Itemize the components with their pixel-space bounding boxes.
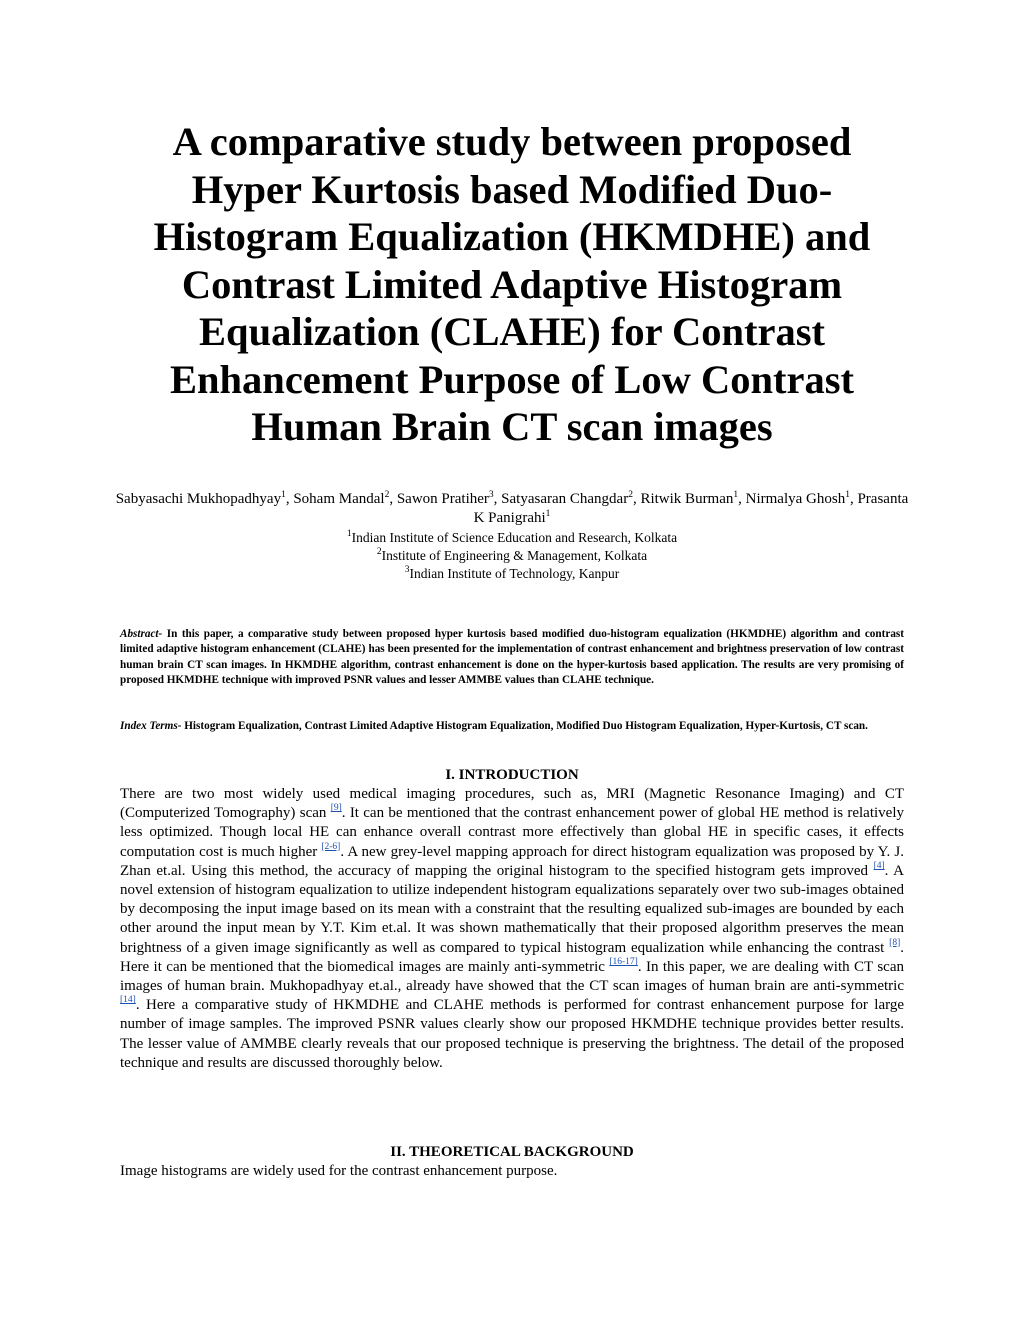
affiliation-number: 1	[346, 529, 352, 539]
author-name: Nirmalya Ghosh	[745, 491, 846, 507]
body-text: . A new grey-level mapping approach for direct histogram equalization was proposed by Y. J. Zhan et.al. Using this method, the accuracy of mapping the original histogram to the specified histogram gets improved	[120, 843, 904, 879]
body-text: There are two most widely used medical imaging procedures, such as, MRI (Magnetic Resonance Imaging) and CT (Computerized Tomography) scan	[120, 786, 904, 822]
section-heading-introduction: I. INTRODUCTION	[445, 767, 579, 783]
author-affiliation-marker: 1	[845, 490, 850, 500]
citation-link[interactable]: [9]	[330, 803, 342, 814]
paper-title	[120, 118, 904, 451]
citation-link[interactable]: [2-6]	[321, 841, 341, 852]
affiliation	[120, 547, 904, 565]
affiliation-name: Indian Institute of Science Education and Research, Kolkata	[351, 530, 678, 545]
abstract-label: Abstract-	[120, 628, 163, 640]
title-line: Human Brain CT scan images	[251, 404, 773, 449]
citation-link[interactable]: [4]	[873, 860, 885, 871]
author-name: Sawon Pratiher	[396, 491, 489, 507]
affiliation-name: Indian Institute of Technology, Kanpur	[409, 566, 620, 581]
abstract	[120, 627, 904, 689]
title-line: Enhancement Purpose of Low Contrast	[170, 356, 854, 402]
introduction-paragraph	[120, 785, 904, 1073]
citation-link[interactable]: [8]	[889, 937, 901, 948]
abstract-text: In this paper, a comparative study between proposed hyper kurtosis based modified duo-histogram equalization (HKMDHE) algorithm and contrast limited adaptive histogram enhancement (CLAHE) has been presented for the implementation of contrast enhancement and brightness preservation of low contrast human brain CT scan images. In HKMDHE algorithm, contrast enhancement is done on the hyper-kurtosis based application. The results are very promising of proposed HKMDHE technique with improved PSNR values and lesser AMMBE values than CLAHE technique.	[120, 628, 904, 687]
author-name: Satyasaran Changdar	[501, 491, 629, 507]
citation-link[interactable]: [14]	[120, 995, 136, 1006]
theory-paragraph: Image histograms are widely used for the contrast enhancement purpose.	[120, 1163, 558, 1179]
citation-link[interactable]: [16-17]	[609, 956, 638, 967]
author-name: Prasanta K Panigrahi	[473, 491, 909, 526]
index-terms-text: Histogram Equalization, Contrast Limited Adaptive Histogram Equalization, Modified Duo Histogram Equalization, Hyper-Kurtosis, CT scan.	[181, 720, 868, 732]
title-line: Contrast Limited Adaptive Histogram	[181, 261, 843, 307]
author-affiliation-marker: 1	[545, 509, 551, 519]
affiliation-number: 3	[404, 565, 410, 575]
index-terms	[120, 719, 904, 734]
title-line: Histogram Equalization (HKMDHE) and	[153, 214, 871, 259]
section-heading-theoretical-background: II. THEORETICAL BACKGROUND	[390, 1144, 634, 1160]
affiliation-number: 2	[376, 547, 382, 557]
body-text: . A novel extension of histogram equalization to utilize independent histogram equalizations separately over two sub-images obtained by decomposing the input image based on its mean with a constraint that the resulting equalized sub-images are bounded by each other around the input mean by Y.T. Kim et.al. It was shown mathematically that their proposed algorithm preserves the mean brightness of a given image significantly as well as compared to typical histogram equalization while enhancing the contrast	[120, 862, 904, 956]
body-text: . Here it can be mentioned that the biomedical images are mainly anti-symmetric	[120, 939, 904, 975]
affiliation	[120, 529, 904, 547]
author-list: Sabyasachi Mukhopadhyay$^1$, Soham Mandal$^2$, Sawon Pratiher$^3$, Satyasaran Changdar$^2$, Ritwik Burman$^1$, Nirmalya Ghosh$^1$, Prasanta K Panigrahi$^1$	[115, 490, 909, 526]
author-name: Soham Mandal	[293, 491, 385, 507]
author-affiliation-marker: 2	[384, 490, 390, 500]
author-name: Sabyasachi Mukhopadhyay	[115, 491, 282, 507]
body-text: . In this paper, we are dealing with CT scan images of human brain. Mukhopadhyay et.al., already have showed that the CT scan images of human brain are anti-symmetric	[120, 958, 904, 995]
affiliation-list	[120, 529, 904, 583]
body-text: . Here a comparative study of HKMDHE and CLAHE methods is performed for contrast enhancement purpose for large number of image samples. The improved PSNR values clearly show our proposed HKMDHE technique provides better results. The lesser value of AMMBE clearly reveals that our proposed technique is preserving the brightness. The detail of the proposed technique and results are discussed thoroughly below.	[120, 997, 904, 1071]
author-affiliation-marker: 3	[488, 490, 494, 500]
author-affiliation-marker: 1	[281, 490, 286, 500]
author-name: Ritwik Burman	[640, 491, 734, 507]
title-line: A comparative study between proposed	[172, 119, 852, 164]
author-affiliation-marker: 1	[733, 490, 739, 500]
title-line: Hyper Kurtosis based Modified Duo-	[191, 166, 833, 212]
index-terms-label: Index Terms-	[120, 720, 182, 732]
title-line: Equalization (CLAHE) for Contrast	[199, 309, 825, 354]
body-text: . It can be mentioned that the contrast enhancement power of global HE method is relatively less optimized. Though local HE can enhance overall contrast more effectively than global HE in specific cases, it effects computation cost is much higher	[120, 805, 904, 860]
author-affiliation-marker: 2	[628, 490, 633, 500]
affiliation	[120, 565, 904, 583]
affiliation-name: Institute of Engineering & Management, Kolkata	[381, 548, 648, 563]
